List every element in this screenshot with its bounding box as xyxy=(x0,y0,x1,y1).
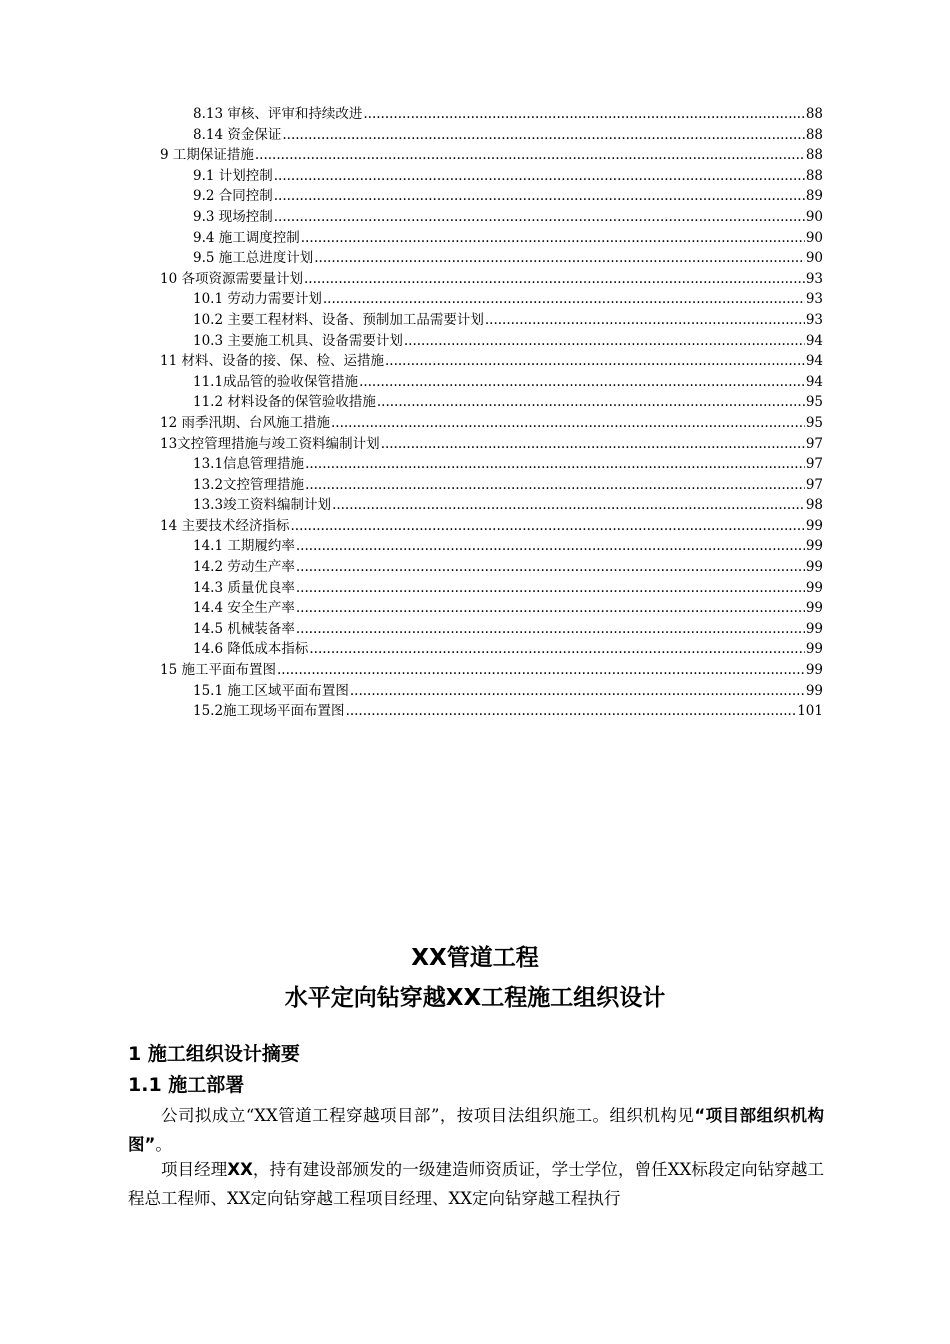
toc-entry[interactable] xyxy=(0,475,950,496)
toc-entry-title: 14.6 降低成本指标 xyxy=(193,641,309,658)
toc-entry-title: 9.3 现场控制 xyxy=(193,208,273,225)
toc-entry-title: 11 材料、设备的接、保、检、运措施 xyxy=(160,353,384,370)
toc-leader-dots xyxy=(309,639,804,660)
toc-entry-title: 8.14 资金保证 xyxy=(193,126,282,143)
toc-entry-title: 9 工期保证措施 xyxy=(160,147,254,164)
toc-entry-title: 13.1信息管理措施 xyxy=(193,456,305,473)
toc-leader-dots xyxy=(305,454,805,475)
toc-leader-dots xyxy=(296,557,805,578)
toc-entry-page: 99 xyxy=(805,538,823,555)
toc-leader-dots xyxy=(290,516,804,537)
toc-entry[interactable] xyxy=(0,536,950,557)
section-heading-1: 1 施工组织设计摘要 xyxy=(128,1043,300,1065)
toc-entry-title: 15 施工平面布置图 xyxy=(160,662,276,679)
toc-entry[interactable] xyxy=(0,186,950,207)
toc-leader-dots xyxy=(332,495,805,516)
toc-entry[interactable] xyxy=(0,516,950,537)
toc-entry-page: 93 xyxy=(805,311,823,328)
toc-entry-title: 14.5 机械装备率 xyxy=(193,620,295,637)
toc-entry-page: 99 xyxy=(805,559,823,576)
toc-entry-title: 9.1 计划控制 xyxy=(193,167,273,184)
toc-entry-page: 99 xyxy=(805,662,823,679)
toc-entry-page: 93 xyxy=(805,270,823,287)
toc-entry[interactable] xyxy=(0,145,950,166)
section-heading-1-1: 1.1 施工部署 xyxy=(128,1074,245,1096)
toc-entry-page: 99 xyxy=(805,641,823,658)
toc-entry[interactable] xyxy=(0,351,950,372)
toc-leader-dots xyxy=(274,166,805,187)
toc-leader-dots xyxy=(296,578,805,599)
toc-entry[interactable] xyxy=(0,289,950,310)
toc-entry-title: 9.5 施工总进度计划 xyxy=(193,250,314,267)
toc-leader-dots xyxy=(323,289,805,310)
toc-entry[interactable] xyxy=(0,557,950,578)
title-line-1: XX管道工程 xyxy=(411,945,539,971)
toc-leader-dots xyxy=(377,392,805,413)
toc-leader-dots xyxy=(301,228,805,249)
toc-entry-page: 99 xyxy=(805,579,823,596)
toc-entry-page: 94 xyxy=(805,332,823,349)
toc-entry[interactable] xyxy=(0,372,950,393)
toc-entry-title: 15.1 施工区域平面布置图 xyxy=(193,682,349,699)
toc-entry-page: 99 xyxy=(805,620,823,637)
toc-entry[interactable] xyxy=(0,495,950,516)
toc-entry-page: 90 xyxy=(805,229,823,246)
toc-leader-dots xyxy=(385,351,805,372)
title-line-2: 水平定向钻穿越XX工程施工组织设计 xyxy=(284,985,666,1011)
toc-leader-dots xyxy=(255,145,805,166)
org-chart-reference: “项目部组织机构图” xyxy=(128,1106,824,1154)
toc-entry-page: 90 xyxy=(805,250,823,267)
toc-leader-dots xyxy=(404,331,805,352)
toc-entry-title: 12 雨季汛期、台风施工措施 xyxy=(160,414,330,431)
toc-leader-dots xyxy=(296,536,805,557)
toc-entry[interactable] xyxy=(0,125,950,146)
toc-entry-page: 88 xyxy=(805,106,823,122)
toc-entry-title: 14.3 质量优良率 xyxy=(193,579,295,596)
toc-entry-title: 11.2 材料设备的保管验收措施 xyxy=(193,394,376,411)
table-of-contents xyxy=(0,104,950,722)
paragraph-project-manager xyxy=(128,1155,824,1213)
toc-leader-dots xyxy=(331,413,805,434)
toc-entry-title: 9.4 施工调度控制 xyxy=(193,229,300,246)
toc-entry-page: 99 xyxy=(805,517,823,534)
toc-leader-dots xyxy=(346,701,797,722)
toc-entry-title: 14.1 工期履约率 xyxy=(193,538,295,555)
toc-entry-page: 89 xyxy=(805,188,823,205)
toc-entry-title: 11.1成品管的验收保管措施 xyxy=(193,373,359,390)
paragraph-text: 公司拟成立“XX管道工程穿越项目部”，按项目法组织施工。组织机构见 xyxy=(161,1106,695,1125)
toc-entry[interactable] xyxy=(0,454,950,475)
toc-leader-dots xyxy=(359,372,805,393)
toc-entry-page: 101 xyxy=(797,703,823,720)
toc-leader-dots xyxy=(277,660,805,681)
toc-leader-dots xyxy=(485,310,805,331)
paragraph-text: 项目经理 xyxy=(161,1160,228,1179)
toc-entry[interactable] xyxy=(0,701,950,722)
toc-entry-page: 98 xyxy=(805,497,823,514)
toc-entry-page: 94 xyxy=(805,353,823,370)
toc-entry[interactable] xyxy=(0,413,950,434)
toc-entry-title: 13.3竣工资料编制计划 xyxy=(193,497,332,514)
toc-entry-title: 10.3 主要施工机具、设备需要计划 xyxy=(193,332,403,349)
paragraph-text: ，持有建设部颁发的一级建造师资质证，学士学位，曾任XX标段定向钻穿越工程总工程师、XX定向钻穿越工程项目经理、XX定向钻穿越工程执行 xyxy=(128,1160,824,1208)
toc-leader-dots xyxy=(304,269,805,290)
toc-entry[interactable] xyxy=(0,248,950,269)
toc-leader-dots xyxy=(282,125,804,146)
toc-entry-title: 14.2 劳动生产率 xyxy=(193,559,295,576)
manager-name: XX xyxy=(227,1160,253,1179)
toc-entry-title: 10 各项资源需要量计划 xyxy=(160,270,303,287)
toc-entry-page: 94 xyxy=(805,373,823,390)
toc-leader-dots xyxy=(296,619,805,640)
toc-entry-page: 90 xyxy=(805,208,823,225)
toc-entry-page: 99 xyxy=(805,682,823,699)
toc-entry[interactable] xyxy=(0,104,950,125)
toc-entry-title: 10.2 主要工程材料、设备、预制加工品需要计划 xyxy=(193,311,484,328)
toc-entry-title: 9.2 合同控制 xyxy=(193,188,273,205)
toc-entry-title: 8.13 审核、评审和持续改进 xyxy=(193,106,363,122)
toc-leader-dots xyxy=(350,681,805,702)
toc-entry-title: 14.4 安全生产率 xyxy=(193,600,295,617)
toc-entry[interactable] xyxy=(0,269,950,290)
toc-entry-page: 88 xyxy=(805,167,823,184)
toc-entry-title: 13文控管理措施与竣工资料编制计划 xyxy=(160,435,380,452)
toc-entry[interactable] xyxy=(0,331,950,352)
toc-leader-dots xyxy=(296,598,805,619)
toc-leader-dots xyxy=(274,186,805,207)
toc-entry[interactable] xyxy=(0,619,950,640)
toc-entry-page: 99 xyxy=(805,600,823,617)
toc-entry-page: 95 xyxy=(805,394,823,411)
paragraph-text: 。 xyxy=(155,1135,172,1154)
toc-entry-page: 97 xyxy=(805,456,823,473)
toc-entry-page: 88 xyxy=(805,126,823,143)
toc-entry[interactable] xyxy=(0,207,950,228)
toc-leader-dots xyxy=(381,434,805,455)
toc-leader-dots xyxy=(305,475,805,496)
toc-entry[interactable] xyxy=(0,310,950,331)
toc-entry-title: 14 主要技术经济指标 xyxy=(160,517,290,534)
toc-entry-title: 10.1 劳动力需要计划 xyxy=(193,291,322,308)
toc-entry[interactable] xyxy=(0,392,950,413)
toc-entry[interactable] xyxy=(0,166,950,187)
toc-entry-page: 93 xyxy=(805,291,823,308)
toc-entry[interactable] xyxy=(0,228,950,249)
toc-entry-page: 97 xyxy=(805,476,823,493)
toc-entry-page: 88 xyxy=(805,147,823,164)
document-title xyxy=(0,938,950,1018)
toc-entry-page: 95 xyxy=(805,414,823,431)
toc-entry[interactable] xyxy=(0,598,950,619)
toc-entry[interactable] xyxy=(0,660,950,681)
paragraph-deployment xyxy=(128,1101,824,1159)
toc-leader-dots xyxy=(314,248,805,269)
toc-leader-dots xyxy=(274,207,805,228)
toc-entry-page: 97 xyxy=(805,435,823,452)
toc-entry[interactable] xyxy=(0,434,950,455)
toc-leader-dots xyxy=(363,104,804,125)
toc-entry[interactable] xyxy=(0,681,950,702)
toc-entry-title: 15.2施工现场平面布置图 xyxy=(193,703,345,720)
toc-entry[interactable] xyxy=(0,578,950,599)
toc-entry-title: 13.2文控管理措施 xyxy=(193,476,305,493)
toc-entry[interactable] xyxy=(0,639,950,660)
